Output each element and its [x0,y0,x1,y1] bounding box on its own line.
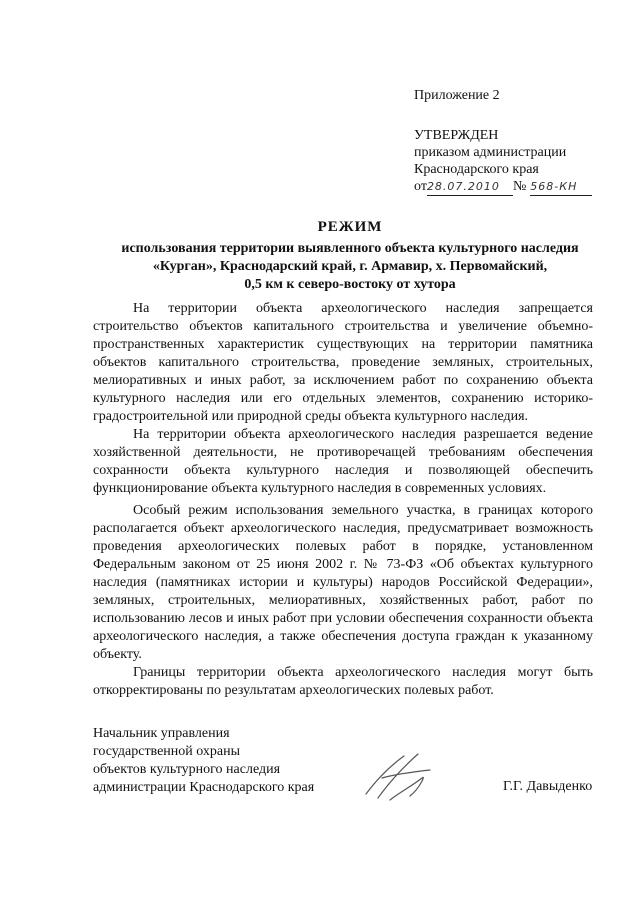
document-title [90,218,610,294]
signatory-line-3: объектов культурного наследия [93,762,281,777]
approval-line-1: приказом администрации [414,145,567,160]
title-line-3: 0,5 км к северо-востоку от хутора [244,277,456,292]
handwritten-number: 568-КН [530,178,592,196]
approval-heading: УТВЕРЖДЕН [414,128,499,143]
paragraph-1: На территории объекта археологического наследия запрещается строительство объектов капитального строительства и увеличение объемно-пространственных характеристик существующих на территории памятника объектов капитального строительства, проведение земляных, строительных, мелиоративных и иных работ, за исключением работ по сохранению объекта культурного наследия или его отдельных элементов, сохранению историко-градостроительной или природной среды объекта культурного наследия. [93,301,593,424]
title-line-2: «Курган», Краснодарский край, г. Армавир, х. Первомайский, [152,259,548,274]
number-prefix: № [512,179,527,194]
approval-line-2: Краснодарского края [414,162,539,177]
signatory-name: Г.Г. Давыденко [503,779,593,794]
approval-block [414,127,592,196]
handwritten-signature [360,748,440,804]
paragraph-2: На территории объекта археологического наследия разрешается ведение хозяйственной деятельности, не противоречащей требованиям обеспечения сохранности объекта культурного наследия и позволяющей обеспечить функционирование объекта культурного наследия в современных условиях. [93,427,593,496]
signatory-line-1: Начальник управления [93,726,230,741]
approval-date-line [414,178,592,196]
paragraph-4: Границы территории объекта археологического наследия могут быть откорректированы по результатам археологических полевых работ. [93,665,593,698]
signatory-line-4: администрации Краснодарского края [93,780,315,795]
paragraph-3: Особый режим использования земельного участка, в границах которого располагается объект археологического наследия, предусматривает возможность проведения археологических полевых работ в порядке, установленном Федеральным законом от 25 июня 2002 г. № 73-ФЗ «Об объектах культурного наследия (памятниках истории и культуры) народов Российской Федерации», земляных, строительных, мелиоративных, хозяйственных работ, работ по использованию лесов и иных работ при условии обеспечения сохранности объекта археологического наследия, а также обеспечения доступа граждан к указанному объекту. [93,503,593,662]
document-body [93,300,593,700]
handwritten-date: 28.07.2010 [427,178,513,196]
signatory-line-2: государственной охраны [93,744,241,759]
title-main: РЕЖИМ [317,219,383,235]
signatory-position [93,725,314,797]
appendix-label: Приложение 2 [414,88,500,103]
title-line-1: использования территории выявленного объекта культурного наследия [121,241,579,256]
from-prefix: от [414,179,427,194]
